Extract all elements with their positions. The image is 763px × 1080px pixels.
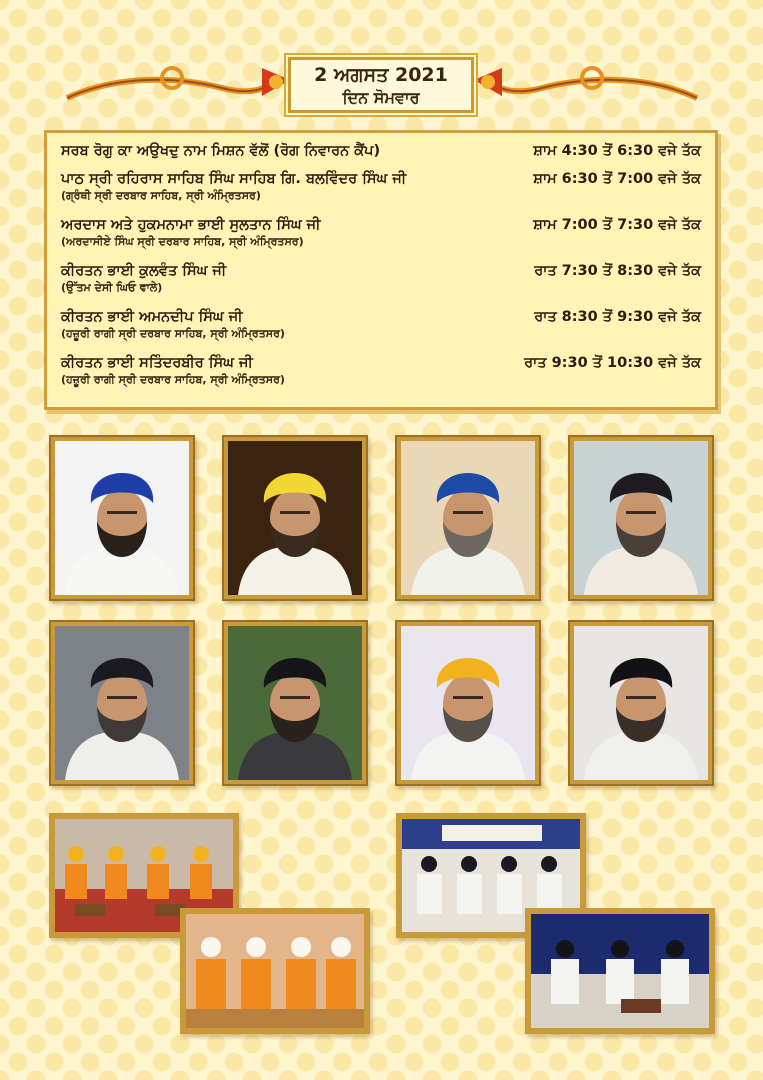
date-title-box: [288, 57, 474, 113]
kirtan-photo: [525, 908, 715, 1034]
program-time: ਰਾਤ 8:30 ਤੋਂ 9:30 ਵਜੇ ਤੱਕ: [534, 309, 701, 325]
portrait-frame: [568, 435, 714, 601]
event-date: 2 ਅਗਸਤ 2021: [314, 64, 448, 86]
portrait-frame: [222, 435, 368, 601]
portrait-frame: [395, 435, 541, 601]
program-time: ਸ਼ਾਮ 6:30 ਤੋਂ 7:00 ਵਜੇ ਤੱਕ: [533, 171, 701, 187]
program-time: ਰਾਤ 7:30 ਤੋਂ 8:30 ਵਜੇ ਤੱਕ: [534, 263, 701, 279]
portrait-frame: [395, 620, 541, 786]
program-subtitle: (ਹਜ਼ੂਰੀ ਰਾਗੀ ਸ੍ਰੀ ਦਰਬਾਰ ਸਾਹਿਬ, ਸ੍ਰੀ ਅੰਮ੍ਰਿਤਸਰ): [61, 327, 285, 340]
program-name: ਕੀਰਤਨ ਭਾਈ ਕੁਲਵੰਤ ਸਿੰਘ ਜੀ: [61, 263, 227, 279]
program-subtitle: (ਹਜ਼ੂਰੀ ਰਾਗੀ ਸ੍ਰੀ ਦਰਬਾਰ ਸਾਹਿਬ, ਸ੍ਰੀ ਅੰਮ੍ਰਿਤਸਰ): [61, 373, 285, 386]
kirtan-photo: [180, 908, 370, 1034]
program-name: ਅਰਦਾਸ ਅਤੇ ਹੁਕਮਨਾਮਾ ਭਾਈ ਸੁਲਤਾਨ ਸਿੰਘ ਜੀ: [61, 217, 321, 233]
schedule-panel: [44, 130, 718, 410]
schedule-row: [61, 355, 701, 387]
portrait-frame: [49, 620, 195, 786]
portrait-frame: [222, 620, 368, 786]
program-subtitle: (ਉੱਤਮ ਦੇਸੀ ਘਿਓ ਵਾਲੇ): [61, 281, 163, 294]
program-name: ਕੀਰਤਨ ਭਾਈ ਅਮਨਦੀਪ ਸਿੰਘ ਜੀ: [61, 309, 243, 325]
portrait-image: [574, 441, 708, 595]
event-day: ਦਿਨ ਸੋਮਵਾਰ: [342, 88, 420, 107]
schedule-row: [61, 217, 701, 249]
portrait-image: [574, 626, 708, 780]
schedule-row: [61, 143, 701, 159]
program-time: ਸ਼ਾਮ 4:30 ਤੋਂ 6:30 ਵਜੇ ਤੱਕ: [533, 143, 701, 159]
portrait-image: [401, 441, 535, 595]
program-name: ਕੀਰਤਨ ਭਾਈ ਸਤਿੰਦਰਬੀਰ ਸਿੰਘ ਜੀ: [61, 355, 253, 371]
schedule-row: [61, 171, 701, 203]
portrait-frame: [568, 620, 714, 786]
schedule-row: [61, 263, 701, 295]
portrait-image: [55, 441, 189, 595]
kirtan-photo-image: [531, 914, 709, 1028]
program-subtitle: (ਅਰਦਾਸੀਏ ਸਿੰਘ ਸ੍ਰੀ ਦਰਬਾਰ ਸਾਹਿਬ, ਸ੍ਰੀ ਅੰਮ੍ਰਿਤਸਰ): [61, 235, 304, 248]
program-subtitle: (ਗ੍ਰੰਥੀ ਸ੍ਰੀ ਦਰਬਾਰ ਸਾਹਿਬ, ਸ੍ਰੀ ਅੰਮ੍ਰਿਤਸਰ): [61, 189, 261, 202]
portrait-image: [228, 626, 362, 780]
program-name: ਸਰਬ ਰੋਗੁ ਕਾ ਅਉਖਦੁ ਨਾਮ ਮਿਸ਼ਨ ਵੱਲੋਂ (ਰੋਗ ਨਿਵਾਰਨ ਕੈਂਪ): [61, 143, 381, 159]
kirtan-photo-image: [186, 914, 364, 1028]
portrait-image: [401, 626, 535, 780]
portrait-frame: [49, 435, 195, 601]
program-time: ਸ਼ਾਮ 7:00 ਤੋਂ 7:30 ਵਜੇ ਤੱਕ: [533, 217, 701, 233]
portrait-image: [228, 441, 362, 595]
portrait-image: [55, 626, 189, 780]
program-name: ਪਾਠ ਸ੍ਰੀ ਰਹਿਰਾਸ ਸਾਹਿਬ ਸਿੰਘ ਸਾਹਿਬ ਗਿ. ਬਲਵਿੰਦਰ ਸਿੰਘ ਜੀ: [61, 171, 407, 187]
program-time: ਰਾਤ 9:30 ਤੋਂ 10:30 ਵਜੇ ਤੱਕ: [524, 355, 701, 371]
schedule-row: [61, 309, 701, 341]
